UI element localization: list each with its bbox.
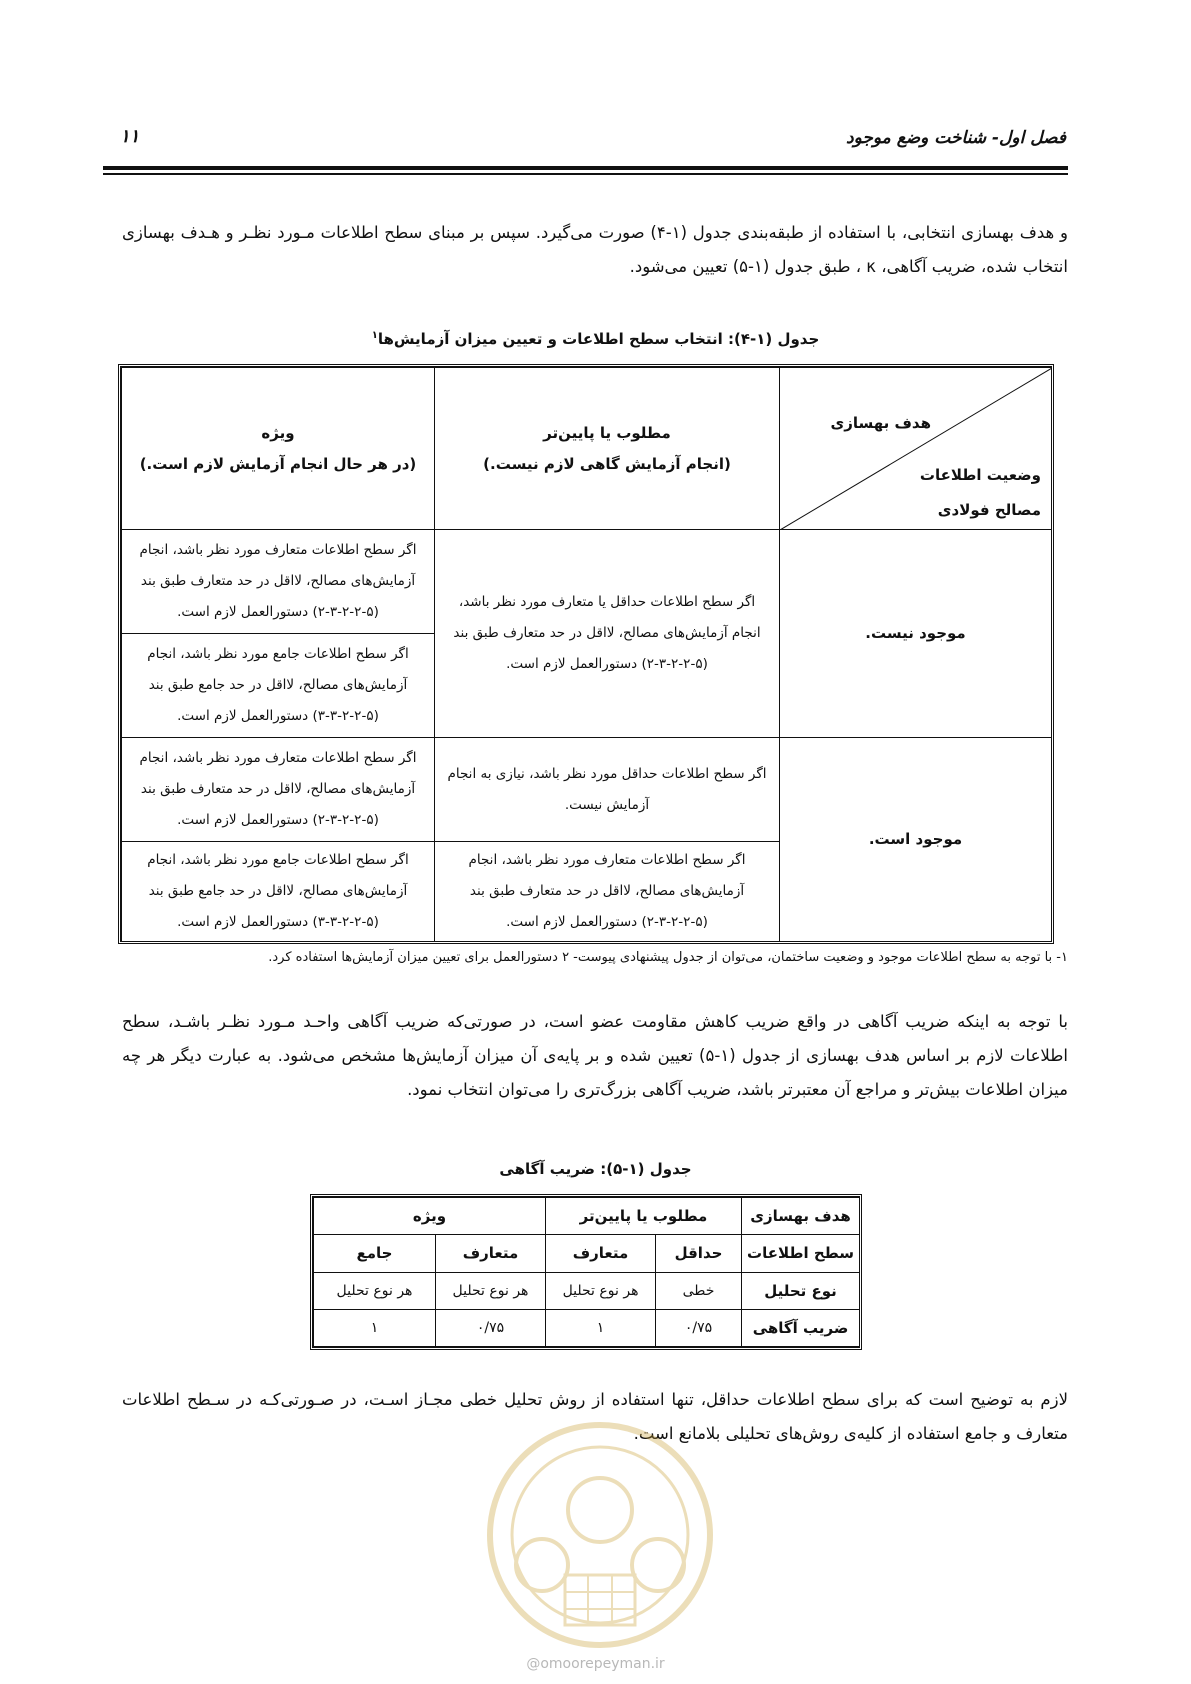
t2-level-cell: حداقل xyxy=(656,1235,742,1272)
header-rule-thick xyxy=(103,166,1068,170)
t2-factor-label: ضریب آگاهی xyxy=(742,1309,860,1346)
t2-analysis-cell: خطی xyxy=(656,1272,742,1309)
table2-caption: جدول (۱-۵): ضریب آگاهی xyxy=(499,1160,692,1178)
paragraph-knowledge-factor: با توجه به اینکه ضریب آگاهی در واقع ضریب کاهش مقاومت عضو است، در صورتی‌که ضریب آگاهی واحـد مـورد نظـر باشـد، سطح اطلاعات لازم بر اساس هدف بهسازی از جدول (۱-۵) تعیین شده و بر پایه‌ی آن میزان آزمایش‌ها مشخص می‌شود. به عبارت دیگر هر چه میزان اطلاعات بیش‌تر و مراجع آن معتبرتر باشد، ضریب آگاهی بزرگ‌تری را می‌توان انتخاب نمود. xyxy=(122,1012,1068,1099)
row2-special-a-cell: اگر سطح اطلاعات متعارف مورد نظر باشد، انجام آزمایش‌های مصالح، لااقل در حد متعارف طبق بند (۵-۲-۲-۳-۲) دستورالعمل لازم است. xyxy=(122,738,435,842)
t2-factor-cell: ۰/۷۵ xyxy=(436,1309,546,1346)
t2-desired-header: مطلوب یا پایین‌تر xyxy=(546,1198,742,1235)
t2-goal-header: هدف بهسازی xyxy=(742,1198,860,1235)
table2-knowledge-factor xyxy=(310,1194,862,1350)
paragraph-intro: و هدف بهسازی انتخابی، با استفاده از طبقه‌بندی جدول (۱-۴) صورت می‌گیرد. سپس بر مبنای سطح اطلاعات مـورد نظـر و هـدف بهسازی انتخاب شده، ضریب آگاهی، κ ، طبق جدول (۱-۵) تعیین می‌شود. xyxy=(122,223,1068,276)
t2-level-label: سطح اطلاعات xyxy=(742,1235,860,1272)
table1-col-desired xyxy=(435,368,780,530)
row2-desired-b-cell: اگر سطح اطلاعات متعارف مورد نظر باشد، انجام آزمایش‌های مصالح، لااقل در حد متعارف طبق بند (۵-۲-۲-۳-۲) دستورالعمل لازم است. xyxy=(435,842,780,942)
t2-analysis-cell: هر نوع تحلیل xyxy=(314,1272,436,1309)
corner-status-label: وضعیت اطلاعات xyxy=(919,466,1041,484)
chapter-title: فصل اول- شناخت وضع موجود xyxy=(846,128,1066,148)
col-desired-title: مطلوب یا پایین‌تر xyxy=(543,423,671,442)
row2-special-b-cell: اگر سطح اطلاعات جامع مورد نظر باشد، انجام آزمایش‌های مصالح، لااقل در حد جامع طبق بند (۵-۲-۲-۳-۳) دستورالعمل لازم است. xyxy=(122,842,435,942)
footnote: ۱- با توجه به سطح اطلاعات موجود و وضعیت ساختمان، می‌توان از جدول پیشنهادی پیوست- ۲ دستورالعمل برای تعیین میزان آزمایش‌ها استفاده کرد. xyxy=(268,950,1068,965)
t2-analysis-label: نوع تحلیل xyxy=(742,1272,860,1309)
t2-factor-cell: ۱ xyxy=(546,1309,656,1346)
t2-analysis-cell: هر نوع تحلیل xyxy=(546,1272,656,1309)
row1-desired-cell: اگر سطح اطلاعات حداقل یا متعارف مورد نظر باشد، انجام آزمایش‌های مصالح، لااقل در حد متعارف طبق بند (۵-۲-۲-۳-۲) دستورالعمل لازم است. xyxy=(435,530,780,738)
t2-analysis-cell: هر نوع تحلیل xyxy=(436,1272,546,1309)
table1-info-level xyxy=(118,364,1054,944)
table1-caption xyxy=(0,330,1191,348)
col-desired-note: (انجام آزمایش گاهی لازم نیست.) xyxy=(483,454,731,473)
t2-factor-cell: ۱ xyxy=(314,1309,436,1346)
row2-desired-a-cell: اگر سطح اطلاعات حداقل مورد نظر باشد، نیازی به انجام آزمایش نیست. xyxy=(435,738,780,842)
row1-special-a-cell: اگر سطح اطلاعات متعارف مورد نظر باشد، انجام آزمایش‌های مصالح، لااقل در حد متعارف طبق بند (۵-۲-۲-۳-۲) دستورالعمل لازم است. xyxy=(122,530,435,634)
row2-label: موجود است. xyxy=(780,738,1052,942)
t2-level-cell: متعارف xyxy=(546,1235,656,1272)
table1-corner-cell xyxy=(780,368,1052,530)
col-special-note: (در هر حال انجام آزمایش لازم است.) xyxy=(139,454,417,473)
paragraph-analysis-note: لازم به توضیح است که برای سطح اطلاعات حداقل، تنها استفاده از روش تحلیل خطی مجـاز اسـت، در صـورتی‌کـه در سـطح اطلاعات متعارف و جامع استفاده از کلیه‌ی روش‌های تحلیلی بلامانع است. xyxy=(122,1390,1068,1443)
col-special-title: ویژه xyxy=(261,423,295,442)
row1-special-b-cell: اگر سطح اطلاعات جامع مورد نظر باشد، انجام آزمایش‌های مصالح، لااقل در حد جامع طبق بند (۵-۲-۲-۳-۳) دستورالعمل لازم است. xyxy=(122,634,435,738)
table1-footnote-mark: ۱ xyxy=(371,330,378,341)
page-number: ۱۱ xyxy=(120,126,140,147)
watermark-logo xyxy=(480,1415,720,1655)
t2-special-header: ویژه xyxy=(314,1198,546,1235)
t2-level-cell: جامع xyxy=(314,1235,436,1272)
watermark-text: @omoorepeyman.ir xyxy=(526,1656,665,1672)
table1-caption-text: جدول (۱-۴): انتخاب سطح اطلاعات و تعیین میزان آزمایش‌ها xyxy=(377,330,820,348)
header-rule-thin xyxy=(103,173,1068,175)
corner-material-label: مصالح فولادی xyxy=(937,501,1041,519)
table1-col-special xyxy=(122,368,435,530)
corner-goal-label: هدف بهسازی xyxy=(830,414,931,432)
t2-level-cell: متعارف xyxy=(436,1235,546,1272)
t2-factor-cell: ۰/۷۵ xyxy=(656,1309,742,1346)
row1-label: موجود نیست. xyxy=(780,530,1052,738)
